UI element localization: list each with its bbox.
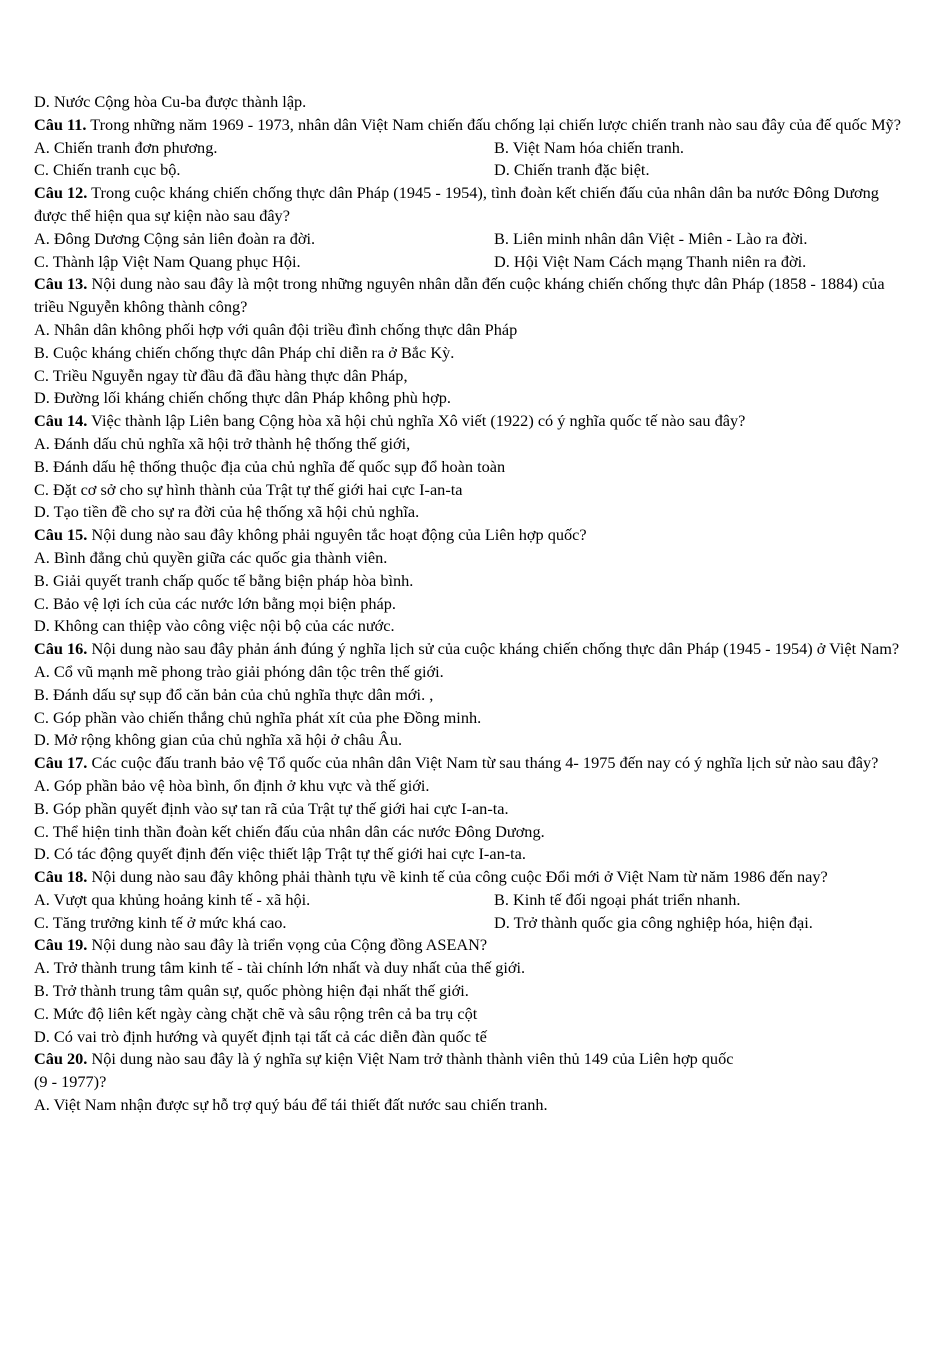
- option-b: B. Liên minh nhân dân Việt - Miên - Lào ra đời.: [494, 228, 808, 248]
- question-number: Câu 15.: [34, 525, 88, 545]
- option-d: D. Có tác động quyết định đến việc thiết lập Trật tự thế giới hai cực I-an-ta.: [34, 844, 526, 864]
- option-c: C. Thành lập Việt Nam Quang phục Hội.: [34, 251, 301, 271]
- question-text: Trong cuộc kháng chiến chống thực dân Pháp (1945 - 1954), tình đoàn kết chiến đấu của nhân dân ba nước Đông Dương được thể hiện qua sự kiện nào sau đây?: [34, 183, 879, 225]
- question-stem: [34, 182, 914, 228]
- question-stem: [34, 752, 914, 775]
- question-stem: [34, 1048, 914, 1071]
- option-a: A. Việt Nam nhận được sự hỗ trợ quý báu để tái thiết đất nước sau chiến tranh.: [34, 1095, 548, 1115]
- option-c: C. Thể hiện tinh thần đoàn kết chiến đấu của nhân dân các nước Đông Dương.: [34, 821, 545, 841]
- question-stem: [34, 524, 914, 547]
- question-number: Câu 16.: [34, 639, 88, 659]
- option-b: B. Trở thành trung tâm quân sự, quốc phòng hiện đại nhất thế giới.: [34, 981, 469, 1001]
- option-d: D. Hội Việt Nam Cách mạng Thanh niên ra đời.: [494, 251, 807, 271]
- question-13: [34, 273, 914, 410]
- question-text: Nội dung nào sau đây không phải nguyên tắc hoạt động của Liên hợp quốc?: [91, 525, 587, 545]
- question-14: [34, 410, 914, 524]
- option-b: B. Cuộc kháng chiến chống thực dân Pháp chỉ diễn ra ở Bắc Kỳ.: [34, 342, 455, 362]
- question-18: [34, 866, 914, 934]
- question-stem: [34, 410, 914, 433]
- option-c: C. Mức độ liên kết ngày càng chặt chẽ và sâu rộng trên cả ba trụ cột: [34, 1003, 478, 1023]
- question-15: [34, 524, 914, 638]
- option-b: B. Đánh dấu sự sụp đổ căn bản của chủ nghĩa thực dân mới. ,: [34, 684, 434, 704]
- question-number: Câu 12.: [34, 183, 88, 203]
- exam-page: [34, 91, 914, 1117]
- question-number: Câu 19.: [34, 935, 88, 955]
- question-17: [34, 752, 914, 866]
- question-number: Câu 11.: [34, 114, 87, 134]
- question-number: Câu 18.: [34, 867, 88, 887]
- option-d: D. Đường lối kháng chiến chống thực dân Pháp không phù hợp.: [34, 388, 451, 408]
- question-text: Nội dung nào sau đây phản ánh đúng ý nghĩa lịch sử của cuộc kháng chiến chống thực dân Pháp (1945 - 1954) ở Việt Nam?: [91, 639, 900, 659]
- option-row: [34, 251, 914, 274]
- question-text: Trong những năm 1969 - 1973, nhân dân Việt Nam chiến đấu chống lại chiến lược chiến tranh nào sau đây của đế quốc Mỹ?: [90, 114, 901, 134]
- option-b: B. Giải quyết tranh chấp quốc tế bằng biện pháp hòa bình.: [34, 570, 414, 590]
- question-number: Câu 17.: [34, 753, 88, 773]
- option-d: D. Mở rộng không gian của chủ nghĩa xã hội ở châu Âu.: [34, 730, 403, 750]
- option-d: D. Không can thiệp vào công việc nội bộ của các nước.: [34, 616, 395, 636]
- option-a: A. Nhân dân không phối hợp với quân đội triều đình chống thực dân Pháp: [34, 319, 518, 339]
- question-20: [34, 1048, 914, 1116]
- option-row: [34, 912, 914, 935]
- option-c: C. Góp phần vào chiến thắng chủ nghĩa phát xít của phe Đồng minh.: [34, 707, 482, 727]
- option-row: [34, 228, 914, 251]
- option-line: D. Nước Cộng hòa Cu-ba được thành lập.: [34, 92, 307, 111]
- option-a: A. Trở thành trung tâm kinh tế - tài chính lớn nhất và duy nhất của thế giới.: [34, 958, 526, 978]
- option-a: A. Góp phần bảo vệ hòa bình, ổn định ở khu vực và thế giới.: [34, 775, 430, 795]
- option-b: B. Kinh tế đối ngoại phát triển nhanh.: [494, 889, 741, 909]
- question-text: Các cuộc đấu tranh bảo vệ Tổ quốc của nhân dân Việt Nam từ sau tháng 4- 1975 đến nay có ý nghĩa lịch sử nào sau đây?: [91, 753, 879, 773]
- option-row: [34, 889, 914, 912]
- question-text: Việc thành lập Liên bang Cộng hòa xã hội chủ nghĩa Xô viết (1922) có ý nghĩa quốc tế nào sau đây?: [91, 411, 746, 431]
- question-number: Câu 13.: [34, 274, 88, 294]
- option-row: [34, 159, 914, 182]
- question-19: [34, 934, 914, 1048]
- option-row: [34, 137, 914, 160]
- option-c: C. Triều Nguyễn ngay từ đầu đã đầu hàng thực dân Pháp,: [34, 365, 408, 385]
- question-11: [34, 114, 914, 182]
- question-text: Nội dung nào sau đây là triển vọng của Cộng đồng ASEAN?: [91, 935, 488, 955]
- option-c: C. Đặt cơ sở cho sự hình thành của Trật tự thế giới hai cực I-an-ta: [34, 479, 463, 499]
- question-stem: [34, 866, 914, 889]
- option-c: C. Bảo vệ lợi ích của các nước lớn bằng mọi biện pháp.: [34, 593, 396, 613]
- question-stem: [34, 114, 914, 137]
- option-a: A. Vượt qua khủng hoảng kinh tế - xã hội.: [34, 889, 311, 909]
- option-d: D. Có vai trò định hướng và quyết định tại tất cả các diễn đàn quốc tế: [34, 1026, 487, 1046]
- question-stem: [34, 638, 914, 661]
- option-c: C. Tăng trưởng kinh tế ở mức khá cao.: [34, 912, 287, 932]
- option-a: A. Chiến tranh đơn phương.: [34, 137, 218, 157]
- question-text: Nội dung nào sau đây là một trong những nguyên nhân dẫn đến cuộc kháng chiến chống thực dân Pháp (1858 - 1884) của triều Nguyễn không thành công?: [34, 274, 885, 317]
- question-text: Nội dung nào sau đây không phải thành tựu về kinh tế của công cuộc Đổi mới ở Việt Nam từ năm 1986 đến nay?: [91, 867, 828, 887]
- option-d: D. Trở thành quốc gia công nghiệp hóa, hiện đại.: [494, 912, 813, 932]
- question-16: [34, 638, 914, 752]
- option-d: D. Tạo tiền đề cho sự ra đời của hệ thống xã hội chủ nghĩa.: [34, 502, 420, 522]
- question-number: Câu 14.: [34, 411, 88, 431]
- question-text: Nội dung nào sau đây là ý nghĩa sự kiện Việt Nam trở thành thành viên thủ 149 của Liên hợp quốc: [91, 1049, 734, 1069]
- question-stem: [34, 273, 914, 319]
- option-b: B. Việt Nam hóa chiến tranh.: [494, 137, 684, 157]
- option-b: B. Góp phần quyết định vào sự tan rã của Trật tự thế giới hai cực I-an-ta.: [34, 798, 509, 818]
- question-number: Câu 20.: [34, 1049, 88, 1069]
- question-12: [34, 182, 914, 273]
- option-a: A. Bình đẳng chủ quyền giữa các quốc gia thành viên.: [34, 547, 388, 567]
- option-d: D. Chiến tranh đặc biệt.: [494, 160, 650, 180]
- option-a: A. Cổ vũ mạnh mẽ phong trào giải phóng dân tộc trên thế giới.: [34, 661, 444, 681]
- option-a: A. Đông Dương Cộng sản liên đoàn ra đời.: [34, 228, 316, 248]
- question-stem: [34, 934, 914, 957]
- question-text-continued: (9 - 1977)?: [34, 1072, 107, 1092]
- option-c: C. Chiến tranh cục bộ.: [34, 160, 181, 180]
- option-a: A. Đánh dấu chủ nghĩa xã hội trở thành hệ thống thế giới,: [34, 433, 411, 453]
- option-b: B. Đánh dấu hệ thống thuộc địa của chủ nghĩa đế quốc sụp đổ hoàn toàn: [34, 456, 506, 476]
